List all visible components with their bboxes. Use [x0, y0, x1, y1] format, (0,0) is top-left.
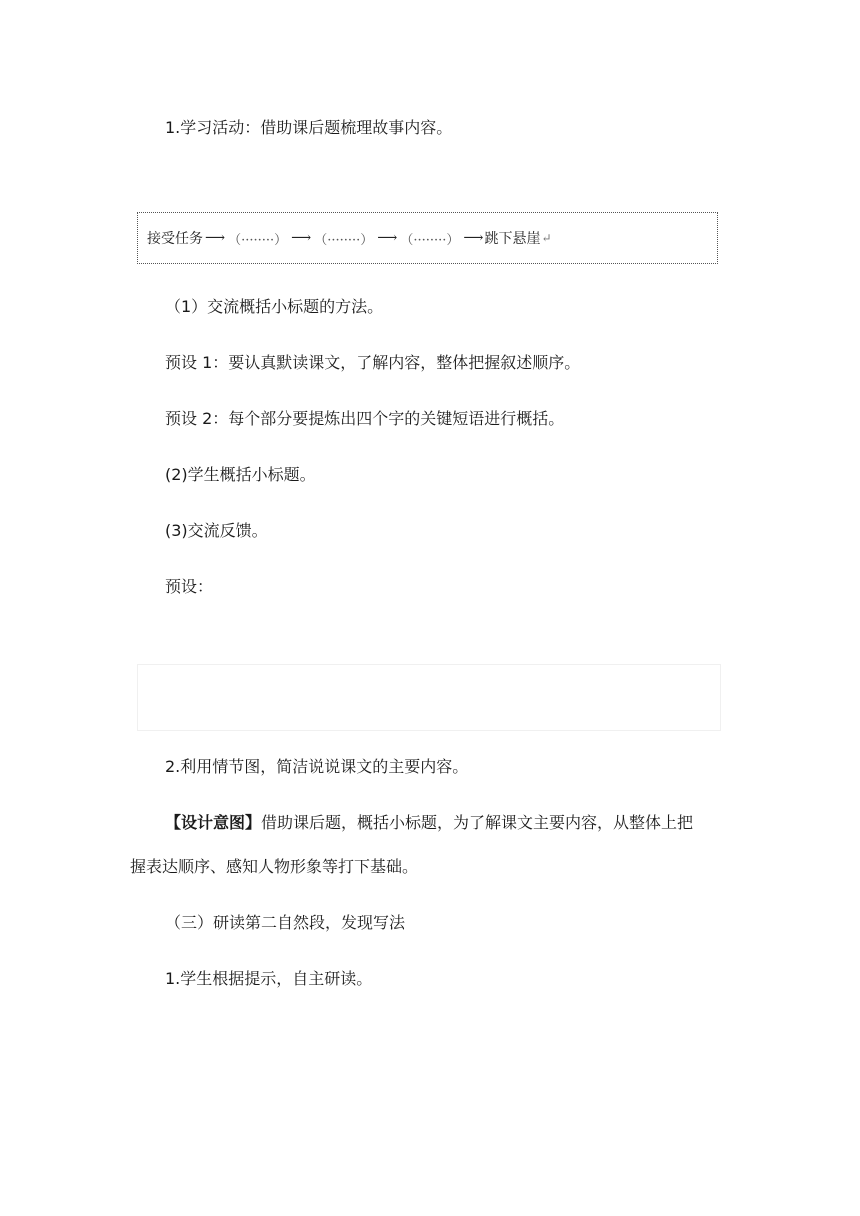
paragraph-design-intent-line2: 握表达顺序、感知人物形象等打下基础。	[130, 857, 419, 876]
answer-area-box	[137, 664, 721, 731]
design-intent-label: 【设计意图】	[165, 813, 262, 832]
paragraph-preset-2: 预设 2：每个部分要提炼出四个字的关键短语进行概括。	[165, 409, 565, 428]
flow-start: 接受任务	[147, 231, 203, 247]
paragraph-preset: 预设：	[165, 577, 214, 596]
flow-arrow-4: ⟶	[463, 230, 483, 246]
flow-end: 跳下悬崖	[484, 231, 541, 247]
flow-arrow-1: ⟶	[205, 230, 225, 246]
design-intent-text: 借助课后题，概括小标题，为了解课文主要内容，从整体上把	[261, 813, 694, 832]
paragraph-plot-diagram: 2.利用情节图，简洁说说课文的主要内容。	[165, 757, 469, 776]
paragraph-method-exchange: （1）交流概括小标题的方法。	[165, 297, 384, 316]
paragraph-students-summarize: (2)学生概括小标题。	[165, 465, 316, 484]
flow-blank-2: （········）	[314, 232, 374, 248]
paragraph-preset-1: 预设 1：要认真默读课文，了解内容，整体把握叙述顺序。	[165, 353, 581, 372]
paragraph-self-study: 1.学生根据提示，自主研读。	[165, 969, 373, 988]
section-heading-study: （三）研读第二自然段，发现写法	[165, 913, 406, 932]
paragraph-design-intent-line1	[165, 813, 693, 833]
return-mark-icon: ↵	[541, 231, 552, 245]
plot-flow-box	[137, 212, 718, 264]
flow-blank-3: （········）	[400, 232, 460, 248]
flow-blank-1: （········）	[228, 232, 288, 248]
paragraph-learning-activity: 1.学习活动：借助课后题梳理故事内容。	[165, 118, 453, 137]
flow-arrow-3: ⟶	[377, 230, 397, 246]
paragraph-feedback: (3)交流反馈。	[165, 521, 268, 540]
flow-arrow-2: ⟶	[291, 230, 311, 246]
